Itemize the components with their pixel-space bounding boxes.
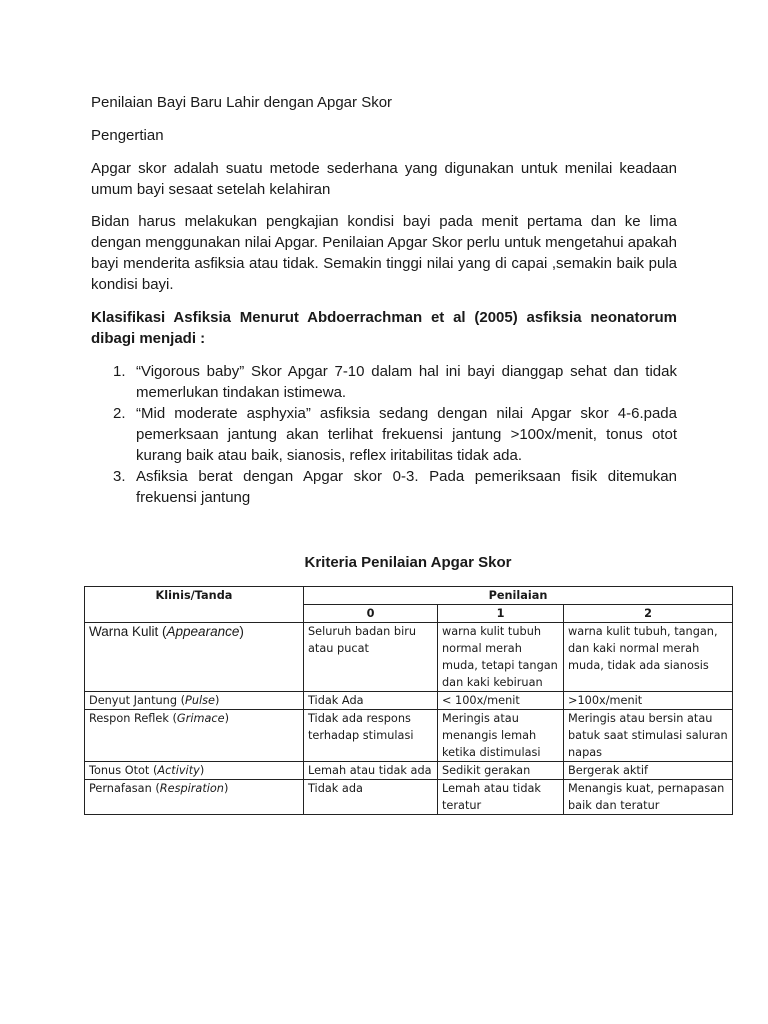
table-row <box>85 780 733 815</box>
document-title: Penilaian Bayi Baru Lahir dengan Apgar Skor <box>91 94 393 111</box>
table-row <box>85 762 733 780</box>
table-title: Kriteria Penilaian Apgar Skor <box>304 554 512 571</box>
score-2-cell: >100x/menit <box>564 692 733 710</box>
score-2-cell: Meringis atau bersin atau batuk saat stimulasi saluran napas <box>564 710 733 762</box>
score-1-cell: Meringis atau menangis lemah ketika distimulasi <box>438 710 564 762</box>
score-2-header: 2 <box>564 605 733 623</box>
list-number: 1. <box>113 363 126 380</box>
list-item <box>91 403 677 466</box>
score-0-cell: Tidak ada <box>304 780 438 815</box>
list-item <box>91 466 677 508</box>
paragraph-midwife: Bidan harus melakukan pengkajian kondisi bayi pada menit pertama dan ke lima dengan menggunakan nilai Apgar. Penilaian Apgar Skor perlu untuk mengetahui apakah bayi menderita asfiksia atau tidak. Semakin tinggi nilai yang di capai ,semakin baik pula kondisi bayi. <box>91 213 677 293</box>
score-0-cell: Lemah atau tidak ada <box>304 762 438 780</box>
table-header-row <box>85 587 733 605</box>
list-number: 3. <box>113 468 126 485</box>
sign-cell: Warna Kulit (Appearance) <box>85 623 304 692</box>
section-subtitle: Pengertian <box>91 127 164 144</box>
sign-cell: Pernafasan (Respiration) <box>85 780 304 815</box>
sign-cell: Tonus Otot (Activity) <box>85 762 304 780</box>
score-2-cell: warna kulit tubuh, tangan, dan kaki normal merah muda, tidak ada sianosis <box>564 623 733 692</box>
score-2-cell: Bergerak aktif <box>564 762 733 780</box>
list-text: “Mid moderate asphyxia” asfiksia sedang dengan nilai Apgar skor 4-6.pada pemerksaan jantung akan terlihat frekuensi jantung >100x/menit, tonus otot kurang baik atau baik, sianosis, reflex iritabilitas tidak ada. <box>136 405 677 464</box>
sign-cell: Denyut Jantung (Pulse) <box>85 692 304 710</box>
score-1-cell: Sedikit gerakan <box>438 762 564 780</box>
header-sign: Klinis/Tanda <box>85 587 304 623</box>
list-text: Asfiksia berat dengan Apgar skor 0-3. Pada pemeriksaan fisik ditemukan frekuensi jantung <box>136 468 677 506</box>
paragraph-definition: Apgar skor adalah suatu metode sederhana yang digunakan untuk menilai keadaan umum bayi sesaat setelah kelahiran <box>91 160 677 198</box>
header-score: Penilaian <box>304 587 733 605</box>
score-1-cell: warna kulit tubuh normal merah muda, tetapi tangan dan kaki kebiruan <box>438 623 564 692</box>
list-number: 2. <box>113 405 126 422</box>
score-0-cell: Seluruh badan biru atau pucat <box>304 623 438 692</box>
apgar-table <box>84 586 733 815</box>
classification-heading: Klasifikasi Asfiksia Menurut Abdoerrachman et al (2005) asfiksia neonatorum dibagi menjadi : <box>91 309 677 347</box>
score-1-cell: Lemah atau tidak teratur <box>438 780 564 815</box>
table-row <box>85 623 733 692</box>
score-2-cell: Menangis kuat, pernapasan baik dan teratur <box>564 780 733 815</box>
score-1-cell: < 100x/menit <box>438 692 564 710</box>
sign-cell: Respon Reflek (Grimace) <box>85 710 304 762</box>
list-text: “Vigorous baby” Skor Apgar 7-10 dalam hal ini bayi dianggap sehat dan tidak memerlukan tindakan istimewa. <box>136 363 677 401</box>
score-0-cell: Tidak ada respons terhadap stimulasi <box>304 710 438 762</box>
score-1-header: 1 <box>438 605 564 623</box>
score-0-cell: Tidak Ada <box>304 692 438 710</box>
score-0-header: 0 <box>304 605 438 623</box>
classification-list <box>91 361 677 508</box>
table-row <box>85 710 733 762</box>
list-item <box>91 361 677 403</box>
table-row <box>85 692 733 710</box>
